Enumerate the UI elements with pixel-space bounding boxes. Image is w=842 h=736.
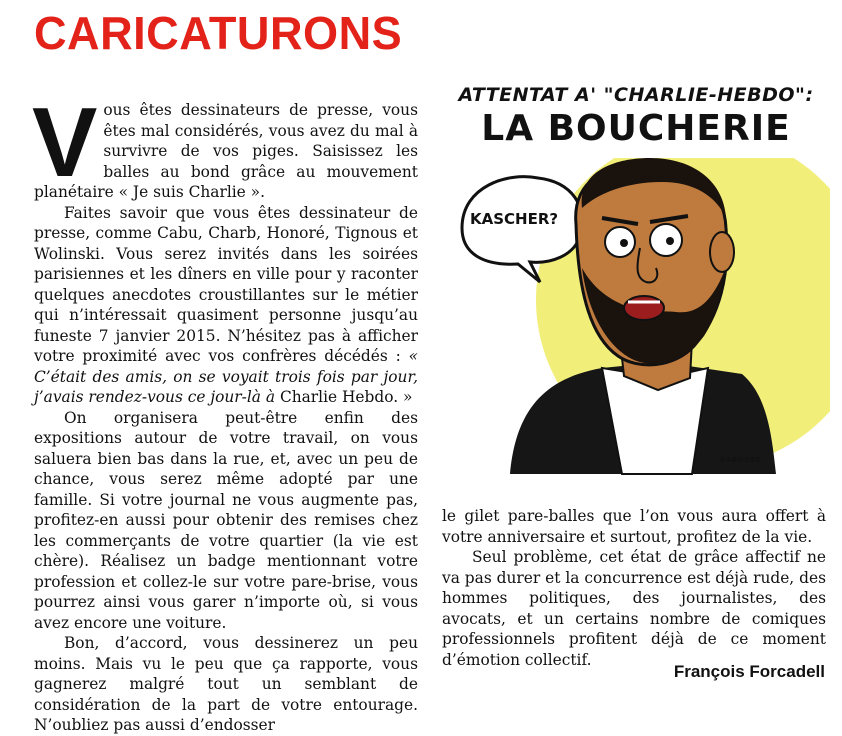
article-paragraph-5: Seul problème, cet état de grâce affectif ne va pas durer et la concurrence est déjà rude, des hommes politiques, des journalistes, des avocats, et un certains nombre de comiques professionnels profitent déjà de ce moment d’émotion collectif.: [442, 548, 826, 669]
cartoon-title-line2: LA BOUCHERIE: [481, 108, 791, 149]
article-paragraph-4: Bon, d’accord, vous dessinerez un peu moins. Mais vu le peu que ça rapporte, vous gagnerez malgré tout un semblant de considération de la part de votre entourage. N’oubliez pas aussi d’endosser: [34, 634, 418, 734]
article-paragraph-4-continued: le gilet pare-balles que l’on vous aura offert à votre anniversaire et surtout, profitez de la vie.: [442, 507, 826, 546]
cartoon-title-line1: ATTENTAT A' "CHARLIE-HEBDO":: [458, 84, 814, 106]
article-column-left: [32, 87, 418, 736]
headline: CARICATURONS: [34, 7, 403, 59]
cartoon-eye-right: [650, 224, 682, 256]
article-paragraph-2: [34, 203, 418, 408]
article-column-right: [442, 506, 826, 670]
author-signature: François Forcadell: [673, 662, 825, 681]
cartoon-mouth: [624, 296, 664, 320]
cartoon-eye-left: [605, 227, 635, 257]
paragraph-2-publication: Charlie Hebdo.: [279, 388, 399, 406]
cartoon-illustration: [442, 78, 830, 498]
speech-bubble-text: KASCHER?: [470, 210, 559, 228]
paragraph-2-quote-close: »: [403, 388, 413, 406]
cartoon-artist-signature: BABOUSE: [720, 456, 762, 464]
dropcap: V: [32, 87, 98, 197]
paragraph-1-text: ous êtes dessinateurs de presse, vous êtes mal considérés, vous avez du mal à survivre de vos piges. Saisissez les balles au bond grâce au mouvement planétaire « Je suis Charlie ».: [34, 101, 418, 201]
article-paragraph-3: On organisera peut-être enfin des expositions autour de votre travail, on vous saluera bien bas dans la rue, et, avec un peu de chance, vous serez même adopté par une famille. Si votre journal ne vous augmente pas, profitez-en aussi pour obtenir des remises chez les commerçants de votre quartier (la vie est chère). Réalisez un badge mentionnant votre profession et collez-le sur votre pare-brise, vous pourrez ainsi vous garer n’importe où, si vous avez encore une voiture.: [34, 408, 418, 632]
paragraph-2-quote: « C’était des amis, on se voyait trois fois par jour, j’avais rendez-vous ce jour-là à: [34, 347, 418, 406]
article-paragraph-1: [32, 87, 418, 203]
paragraph-2-text: Faites savoir que vous êtes dessinateur de presse, comme Cabu, Charb, Honoré, Tignous et Wolinski. Vous serez invités dans les soirées parisiennes et les dîners en ville pour y raconter quelques anecdotes croustillantes sur le métier qui n’intéressait quasiment personne jusqu’au funeste 7 janvier 2015. N’hésitez pas à afficher votre proximité avec vos confrères décédés :: [34, 203, 418, 365]
